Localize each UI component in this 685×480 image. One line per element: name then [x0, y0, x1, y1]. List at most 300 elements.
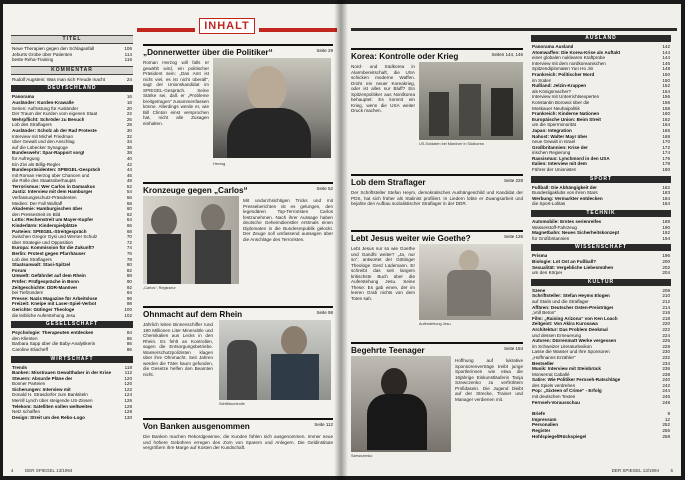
- article-text: Nord- und Südkorea in Alarmbereitschaft, die USA schicken moderne Waffen. Droht ein neuer Koreakrieg, oder ist alles nur Bluff? Ein Spitzenpolitiker aus Nordkorea behauptet: Es kommt ein Krieg, wenn die USA weiter Druck machen.: [351, 64, 415, 113]
- toc-item-title: Kinderlärm: Kinderspielplätze: [12, 223, 78, 229]
- toc-item[interactable]: [11, 57, 133, 63]
- toc-item-title: Automobile: Erstes serienreifes: [532, 219, 602, 225]
- toc-item-page: 160: [662, 111, 670, 117]
- toc-item-title: beste Reha-Training: [12, 57, 54, 63]
- toc-item-page: 232: [662, 354, 670, 360]
- toc-item-page: 72: [126, 239, 132, 245]
- toc-item-page: 9: [667, 411, 670, 417]
- toc-item-page: 36: [126, 144, 132, 150]
- toc-section-heading: WISSENSCHAFT: [531, 244, 671, 251]
- article-page: Seite 184: [503, 346, 523, 351]
- toc-item-page: 30: [126, 127, 132, 133]
- teenager-photo: [351, 356, 451, 452]
- toc-item-page: 174: [662, 150, 670, 156]
- article-rhein[interactable]: [143, 306, 333, 414]
- toc-item-page: 78: [126, 256, 132, 262]
- article-title: Lob dem Straflager: [351, 174, 523, 188]
- toc-item-title: für Aufregung: [12, 155, 40, 161]
- toc-item-title: „Hoffmanns Erzähler“: [532, 354, 576, 360]
- toc-item-page: 190: [662, 224, 670, 230]
- toc-item-page: 242: [662, 382, 670, 388]
- toc-item-page: 90: [126, 278, 132, 284]
- article-title: „Donnerwetter über die Politiker“: [143, 44, 333, 58]
- toc-item-title: Ausländer: Scholz ab der Rad Proteste: [12, 127, 97, 133]
- article-banken[interactable]: [143, 418, 333, 466]
- toc-item-page: 22: [126, 111, 132, 117]
- article-page: Seite 112: [314, 422, 333, 427]
- toc-item-title: Moskauer Neuhaipolitik: [532, 105, 580, 111]
- toc-item-page: 158: [662, 105, 670, 111]
- toc-item-page: 238: [662, 371, 670, 377]
- toc-item-page: 58: [126, 200, 132, 206]
- toc-item-title: Impressum: [532, 416, 557, 422]
- toc-item-title: Steuern: Absurde Pläne der: [12, 375, 73, 381]
- toc-item-page: 102: [124, 312, 132, 318]
- toc-section-heading: GESELLSCHAFT: [11, 321, 133, 328]
- toc-item-title: Zeitgeschichte: DDR-Manöver: [12, 284, 78, 290]
- toc-item-page: 120: [124, 375, 132, 381]
- toc-item-title: Serien: Aufrüstung für Ausländer: [12, 105, 79, 111]
- toc-item-title: Umwelt: Gefährdet auf dem Rhein: [12, 273, 86, 279]
- toc-item-page: 146: [662, 60, 670, 66]
- toc-item-title: Staatsanwalt: Stasi-Spitzel: [12, 262, 71, 268]
- toc-item[interactable]: [11, 313, 133, 319]
- toc-item-title: auf Stalin und die Straflager: [532, 298, 589, 304]
- toc-item-page: 214: [662, 304, 670, 310]
- article-page: Seite 29: [316, 48, 333, 53]
- toc-item-title: um den Körper: [532, 270, 563, 276]
- toc-item-title: Register: [532, 428, 551, 434]
- header-rule: [351, 28, 677, 31]
- toc-item-page: 144: [662, 49, 670, 55]
- toc-item-title: Berlin: Protest gegen Pfarrhäuser: [12, 251, 86, 256]
- toc-item[interactable]: [11, 415, 133, 421]
- toc-item-page: 202: [662, 264, 670, 270]
- toc-item-page: 42: [126, 161, 132, 167]
- toc-item-page: 76: [126, 251, 132, 256]
- toc-item-page: 38: [126, 150, 132, 156]
- photo-caption: US-Soldaten bei Manöver in Südkorea: [419, 142, 484, 146]
- left-page: [3, 4, 341, 476]
- toc-item-title: Panorama Ausland: [532, 44, 574, 49]
- article-text: Lebt Jesus nur so wie Goethe und Gandhi weiter? „Ja, nur so“, antwortet der Göttinger Theologe Gerd Lüdemann. Er schreibt das seit langem kritischste Buch über die Auferstehung Jesu. Seine These: Es gab einen, der im leeren Grab nichts von dem Toten sah.: [351, 246, 415, 301]
- carlos-photo: [143, 196, 239, 284]
- toc-item-page: 180: [662, 167, 670, 173]
- toc-item-title: die Sport-Lolitas: [532, 201, 566, 207]
- toc-item-title: Netz schaffen: [12, 409, 41, 415]
- toc-item-title: Sicherungen: Interview mit: [12, 386, 71, 392]
- toc-item-page: 192: [662, 230, 670, 236]
- toc-item-page: 256: [662, 428, 670, 434]
- right-page: [341, 4, 681, 476]
- toc-item-page: 184: [662, 201, 670, 207]
- toc-item-page: 98: [126, 301, 132, 307]
- toc-item-title: Terrorismus: Wer Carlos in Damaskus: [12, 183, 96, 189]
- toc-item[interactable]: [531, 434, 671, 440]
- toc-item-title: Italien: Interview mit dem: [532, 161, 587, 167]
- toc-item-title: Spitzendiplomaten Yun Ho Jin: [532, 66, 594, 72]
- toc-item-title: Japan: Integration: [532, 127, 572, 133]
- toc-item-title: die Rolle des Staatsoberhaupts: [12, 178, 76, 184]
- toc-item-page: 114: [124, 51, 132, 57]
- toc-item-title: Affären: Deutscher Osten-Preisträger: [532, 304, 614, 310]
- toc-item-title: über Strategie und Opposition: [12, 239, 74, 245]
- toc-item-title: Autoren: Dürrenmatt Werke vergessen: [532, 338, 617, 344]
- toc-item-title: mit deutschen Texten: [532, 394, 576, 400]
- toc-item-title: des Spiels verdrehen: [532, 382, 576, 388]
- toc-item-page: 152: [662, 83, 670, 89]
- toc-section-heading: TECHNIK: [531, 210, 671, 217]
- toc-item-page: 166: [662, 127, 670, 133]
- toc-item-page: 120: [124, 381, 132, 387]
- korea-photo: [419, 62, 523, 140]
- toc-item-page: 32: [126, 133, 132, 139]
- toc-item-page: 170: [662, 139, 670, 145]
- toc-item-title: Jeburts Grobe über Patienten: [12, 51, 73, 57]
- page-footer: DER SPIEGEL 13/1994: [611, 468, 659, 473]
- toc-item-title: Atomwaffen: Die Korea-Krise als Auftakt: [532, 49, 621, 55]
- toc-item-page: 94: [126, 290, 132, 296]
- toc-item-page: 80: [126, 262, 132, 268]
- toc-item-title: über Gewalt und den Anschlag: [12, 139, 75, 145]
- toc-item-page: 96: [126, 295, 132, 301]
- article-heym[interactable]: [351, 174, 523, 220]
- toc-item-page: 154: [662, 88, 670, 94]
- photo-caption: Schiffskontrolle: [219, 402, 245, 406]
- toc-item-title: Wehrpflicht: Schröder zu Besuch: [12, 116, 85, 122]
- toc-item-title: Führer der Unionisten: [532, 167, 577, 173]
- toc-item-title: zwischen Gregor Gysi und Werner Schulz: [12, 234, 98, 240]
- toc-item-page: 12: [664, 416, 670, 422]
- toc-item-page: 52: [126, 183, 132, 189]
- toc-section-heading: DEUTSCHLAND: [11, 85, 133, 92]
- toc-item-title: Lob des Straflagers: [12, 122, 52, 128]
- toc-item-title: Panorama: [12, 94, 35, 100]
- toc-item-title: Werbung: Vermarkter entdecken: [532, 195, 603, 201]
- photo-caption: Herzog: [213, 162, 226, 166]
- right-toc: [531, 32, 671, 439]
- toc-item-title: Gerichte: Gütinger Theologe: [12, 306, 75, 312]
- article-title: Korea: Kontrolle oder Krieg: [351, 48, 523, 62]
- toc-item-title: Hohlspiegel/Rückspiegel: [532, 433, 587, 439]
- toc-item[interactable]: [531, 270, 671, 276]
- toc-item-title: Pop: „Sixteen of Crime“ - Erfolg: [532, 388, 602, 394]
- toc-item-page: 156: [662, 94, 670, 100]
- toc-item-title: neue Gewalt in Israel: [532, 139, 576, 145]
- header-rule-left: [137, 28, 195, 32]
- toc-item-page: 220: [662, 321, 670, 327]
- toc-item-title: Bestseller: [532, 360, 554, 366]
- toc-item-page: 24: [126, 76, 132, 82]
- toc-item-page: 88: [126, 273, 132, 279]
- article-text: Hoffnung auf lukrative Sponsorenverträge treibt junge Sportlerinnen wie etwa die 16jährige Eiskunstläuferin Tanja Szewczenko zu verfrühtem Profidasein. Die Jugend bleibt auf der Strecke, Trainer und Manager verdienen mit.: [455, 358, 523, 402]
- toc-item-page: 106: [124, 46, 132, 51]
- toc-item-page: 84: [126, 330, 132, 336]
- toc-item-title: im Süden: [532, 77, 552, 83]
- toc-item-page: 60: [126, 206, 132, 212]
- toc-item-title: für Großbritannien: [532, 235, 570, 241]
- toc-item-title: Schriftsteller: Stefan Heyms Elogen: [532, 293, 610, 299]
- toc-item-page: 182: [662, 184, 670, 190]
- toc-item-title: „Voll Beton“: [532, 310, 556, 316]
- toc-item-title: als Königsmacher?: [532, 88, 572, 94]
- article-carlos[interactable]: [143, 182, 333, 298]
- toc-item-page: 116: [124, 57, 132, 63]
- article-page: Seite 228: [503, 178, 523, 183]
- toc-item-page: 252: [662, 422, 670, 428]
- toc-item-title: Europa: Kommission für die Zukunft?: [12, 245, 95, 251]
- toc-item-title: Ein Zivi als Billig-Regler: [12, 161, 61, 167]
- toc-item-page: 222: [662, 326, 670, 332]
- toc-section-heading: KOMMENTAR: [11, 66, 133, 75]
- toc-item-page: 224: [662, 332, 670, 338]
- toc-item-page: 183: [662, 190, 670, 196]
- toc-item-title: Telekom: Satelliten sollen weltweites: [12, 403, 93, 409]
- toc-item-title: Film: „Raising Arizona“ von Ken Loach: [532, 315, 618, 321]
- toc-item-page: 184: [662, 195, 670, 201]
- toc-item-page: 194: [662, 235, 670, 241]
- page-gutter: [334, 0, 348, 480]
- toc-item-page: 228: [662, 343, 670, 349]
- toc-item-title: Akademie: Hamburgischen über: [12, 206, 83, 212]
- toc-item-title: Parteien: SPIEGEL-Streitgespräch: [12, 228, 87, 234]
- article-text: Roman Herzog will falls er gewählt wird, ein politischer Präsident sein: „Das Amt ist nicht viel, es ist nicht überall“, sagt der Unionskandidat im SPIEGEL-Gespräch. Seine Stärke sei, daß er „Probleme breitgetragen“ zusammenfassen könne. Allerdings werde er, wie Bill Clinton einst versprochen hat, nicht alle Zusagen einhalten.: [143, 60, 209, 126]
- toc-item-page: 172: [662, 144, 670, 150]
- toc-item-title: Europäische Union: Beim Streit: [532, 116, 601, 122]
- toc-item-title: Psychologie: Therapeuten entdecken: [12, 330, 94, 336]
- toc-item-title: Caroline Eliacheff: [12, 346, 48, 352]
- toc-item-title: Interview mit dem nordkoreanischen: [532, 60, 606, 66]
- toc-item-title: Zeitgeist: Von Akira Kurosawa: [532, 321, 598, 327]
- toc-item-title: Prisma: [532, 253, 548, 259]
- photo-caption: „Carlos“, Regisseur: [143, 286, 176, 290]
- toc-item-page: 164: [662, 122, 670, 128]
- toc-item-title: Justiz: Interview mit dem Hamburger: [12, 189, 93, 195]
- article-title: Von Banken ausgenommen: [143, 418, 333, 432]
- toc-item-title: mit Roman Herzog über Chancen und: [12, 172, 90, 178]
- toc-section-heading: TITEL: [11, 35, 133, 44]
- toc-item-page: 54: [126, 189, 132, 195]
- toc-item-title: Lob des Straflagers: [12, 256, 52, 262]
- header-rule-right: [259, 28, 337, 32]
- toc-item-page: 258: [662, 433, 670, 439]
- toc-item-page: 246: [662, 394, 670, 400]
- toc-item-title: Lasse die Wasser und ihre Sponsoren: [532, 349, 610, 355]
- toc-item-title: im Schweizer Literaturlexikon: [532, 343, 592, 349]
- article-title: Lebt Jesus weiter wie Goethe?: [351, 230, 523, 244]
- toc-item-title: Architektur: Das Problem Denkmal: [532, 326, 608, 332]
- toc-item-title: Musik: Interview mit Steinbrück: [532, 366, 601, 372]
- toc-item-page: 122: [124, 386, 132, 392]
- toc-item-page: 240: [662, 377, 670, 383]
- article-page: Seite 52: [316, 186, 333, 191]
- toc-item[interactable]: [531, 167, 671, 173]
- toc-item-title: um die Sperrminorität: [532, 122, 576, 128]
- article-korea[interactable]: [351, 48, 523, 160]
- toc-item-title: Prüfer: Prüfgespräche in Bonn: [12, 278, 79, 284]
- toc-item-title: irischen Regierung: [532, 150, 571, 156]
- toc-item-page: 62: [126, 211, 132, 217]
- toc-item-page: 144: [662, 55, 670, 61]
- toc-item-title: Interview mit Unterrichtsexperten: [532, 94, 600, 100]
- toc-item-title: Verfassungsschutz-Präsidenten: [12, 195, 77, 201]
- article-title: Begehrte Teenager: [351, 342, 523, 356]
- left-toc: [11, 32, 133, 420]
- page-footer: DER SPIEGEL 13/1994: [25, 468, 73, 473]
- toc-item-title: Bundesligaklubs von ihren Stars: [532, 190, 598, 196]
- toc-item-page: 100: [124, 306, 132, 312]
- toc-item-page: 18: [126, 99, 132, 105]
- rhein-photo: [219, 320, 331, 400]
- article-page: Seite 98: [316, 310, 333, 315]
- toc-item[interactable]: [531, 201, 671, 207]
- toc-section-heading: KULTUR: [531, 279, 671, 286]
- article-text: Mit undurchsichtigen Tricks und mit Presseberichten ist es gelungen, den legendären Top-Terroristen Carlos festzunehmen. Nach ihrer Aussage haben deutsche Geheimdienstler erstmals einen Diplomaten in die Bundesrepublik gelockt. Der Zeuge soll umfassend aussagen über die Anschläge des Terroristen.: [243, 198, 333, 242]
- toc-item-page: 118: [124, 364, 132, 370]
- toc-item-page: 168: [662, 133, 670, 139]
- toc-item-page: 56: [126, 195, 132, 201]
- toc-item-title: Sexualität: Vergebliche Liebesmühen: [532, 264, 614, 270]
- toc-item-page: 236: [662, 366, 670, 372]
- article-teenager[interactable]: [351, 342, 523, 466]
- toc-item-title: Medien: Der Fall Wallraff: [12, 200, 63, 206]
- toc-item-page: 148: [662, 66, 670, 72]
- toc-item-title: Der Traum der Kurden vom eigenen Staat: [12, 111, 98, 117]
- toc-item-page: 176: [662, 155, 670, 161]
- article-page: Seite 126: [503, 234, 523, 239]
- toc-item-page: 26: [126, 116, 132, 122]
- toc-item-page: 40: [126, 155, 132, 161]
- toc-item-page: 200: [662, 259, 670, 264]
- toc-item-title: die leibliche Auferstehung Jesu: [12, 312, 76, 318]
- herzog-photo: [213, 58, 331, 158]
- toc-item-page: 130: [124, 414, 132, 420]
- toc-item-page: 196: [662, 253, 670, 259]
- toc-item-page: 156: [662, 99, 670, 105]
- toc-item-title: den Klienten: [12, 335, 38, 341]
- toc-item-page: 16: [126, 94, 132, 100]
- toc-section-heading: WIRTSCHAFT: [11, 356, 133, 363]
- toc-item-page: 70: [126, 234, 132, 240]
- article-title: Kronzeuge gegen „Carlos“: [143, 182, 333, 196]
- toc-item-title: Freizeit: Kneipe mit Laser-Spiel-Verbot: [12, 301, 97, 307]
- toc-item-title: Biologie: Lot Ost an Fußball?: [532, 259, 597, 264]
- toc-item-page: 34: [126, 139, 132, 145]
- toc-item-title: und dessen Erneuerung: [532, 332, 582, 338]
- toc-item-title: Bundespräsidenten: SPIEGEL-Gespräch: [12, 167, 101, 173]
- toc-item-title: Merrill Lynch über steigende US-Zinsen: [12, 398, 93, 404]
- page-number: 4: [11, 468, 14, 473]
- photo-caption: Szewczenko: [351, 454, 373, 458]
- toc-item-page: 212: [662, 298, 670, 304]
- toc-item-page: 204: [662, 270, 670, 276]
- toc-item-title: Frankreich: Kinderne Nationen: [532, 111, 600, 117]
- article-text: Jährlich leiten Binnenschiffer rund 180 Millionen Liter Mineralöle und Chemikalien aus Lecks in den Rhein. Es fehlt an Kontrollen, sagen die Entsorgungsbetriebe. Wasserschutzpolizisten klagen über ihre Ohnmacht. Seit Jahren werden die Täter kaum gefunden, die Gesetze helfen den Beamten nicht.: [143, 322, 213, 377]
- article-jesus[interactable]: [351, 230, 523, 334]
- toc-item-page: 44: [126, 167, 132, 173]
- toc-item-title: Personalien: [532, 422, 559, 428]
- toc-item-title: Monserrat Caballé: [532, 371, 570, 377]
- toc-item-page: 46: [126, 172, 132, 178]
- jesus-painting: [419, 244, 523, 320]
- toc-section-heading: SPORT: [531, 176, 671, 183]
- toc-item-page: 86: [126, 346, 132, 352]
- toc-item-page: 124: [124, 392, 132, 398]
- toc-item-page: 230: [662, 349, 670, 355]
- toc-item-page: 188: [662, 219, 670, 225]
- article-herzog[interactable]: [143, 44, 333, 172]
- toc-item[interactable]: [11, 77, 133, 83]
- toc-item-page: 112: [124, 370, 132, 376]
- toc-item-page: 248: [662, 399, 670, 405]
- toc-item-page: 128: [124, 409, 132, 415]
- toc-item-title: Neue Therapien gegen den Schlaganfall: [12, 46, 95, 51]
- toc-item-title: Barbara Sapp über die Baby-Analytikerin: [12, 341, 96, 347]
- toc-item-page: 208: [662, 287, 670, 293]
- article-text: Die Banken machen Rekordgewinne, die Kunden fühlen sich ausgenommen. Immer neue und höhere Gebühren erregen den Zorn von Sparern und Anlegern. Die Geldinstitute vergrößern ihre Marge auf Kosten der Kundschaft.: [143, 434, 333, 450]
- toc-item-title: auf die Lübecker Synagoge: [12, 144, 68, 150]
- page-number: 5: [670, 468, 673, 473]
- toc-item-title: Lotto: Rechenstreit um Mayer-Kupfer: [12, 217, 94, 223]
- toc-section-heading: AUSLAND: [531, 35, 671, 42]
- toc-item-title: Konstantin Borowoi über die: [532, 99, 590, 105]
- toc-item-page: 82: [126, 267, 132, 273]
- toc-item-title: Frankreich: Politischer Mord: [532, 71, 595, 77]
- toc-item[interactable]: [531, 236, 671, 242]
- toc-item-page: 86: [126, 341, 132, 347]
- toc-item-page: 48: [126, 178, 132, 184]
- toc-item-title: Forum: [12, 267, 27, 273]
- article-title: Ohnmacht auf dem Rhein: [143, 306, 333, 320]
- toc-item-page: 150: [662, 77, 670, 83]
- toc-item-title: Rudolf Augstein: Was man sich Freude macht: [12, 76, 106, 82]
- toc-item-page: 28: [126, 122, 132, 128]
- toc-item-page: 74: [126, 245, 132, 251]
- toc-item-title: Ausländer: Kurden-Krawalle: [12, 99, 74, 105]
- toc-item-title: Fernseh-Vorausschau: [532, 399, 580, 405]
- toc-item-page: 20: [126, 105, 132, 111]
- toc-item-page: 68: [126, 228, 132, 234]
- toc-item-title: Interview mit Michel Friedman: [12, 133, 74, 139]
- article-page: Seiten 144, 146: [491, 52, 523, 57]
- toc-item-title: Wasserstoff-Fahrzeug: [532, 224, 577, 230]
- toc-item-page: 226: [662, 338, 670, 344]
- toc-item-title: Fußball: Die Abhängigkeit der: [532, 184, 597, 190]
- toc-item-page: 210: [662, 293, 670, 299]
- toc-item-page: 128: [124, 403, 132, 409]
- toc-item-title: Bundeswehr: Spar-Rapport sorgt: [12, 150, 85, 156]
- toc-item-page: 234: [662, 360, 670, 366]
- article-text: Der Schriftsteller Stefan Heym, demokratisches Aushängeschild und Kandidat der PDS, hat sich früher als Stalinist profiliert. In Liedern lobte er Zwangsarbeit und bejahte den Aufbau sozialistischer Straflager in der DDR.: [351, 190, 523, 206]
- toc-item-title: Nahost: Walter Mayr über: [532, 133, 588, 139]
- toc-item-page: 142: [662, 44, 670, 49]
- toc-item-page: 64: [126, 217, 132, 223]
- toc-item-title: Trends: [12, 364, 28, 370]
- toc-item-title: Rußland: Jelzin-Krappen: [532, 83, 587, 89]
- toc-item-page: 178: [662, 161, 670, 167]
- toc-item-title: Design: Streit um den Rebo-Logo: [12, 414, 85, 420]
- toc-item-page: 244: [662, 388, 670, 394]
- toc-item-page: 85: [126, 335, 132, 341]
- toc-item[interactable]: [11, 347, 133, 353]
- toc-item-title: Magnetbahn: Neues Sicherheitskonzept: [532, 230, 620, 236]
- toc-item-title: Briefe: [532, 411, 546, 417]
- toc-item-title: Großbritannien: Krise der: [532, 144, 588, 150]
- toc-item-title: Bonner Parteien: [12, 381, 46, 387]
- toc-item-title: Presse: Nazis Magazine für Arbeitslose: [12, 295, 98, 301]
- toc-item-page: 216: [662, 310, 670, 316]
- toc-item-page: 218: [662, 315, 670, 321]
